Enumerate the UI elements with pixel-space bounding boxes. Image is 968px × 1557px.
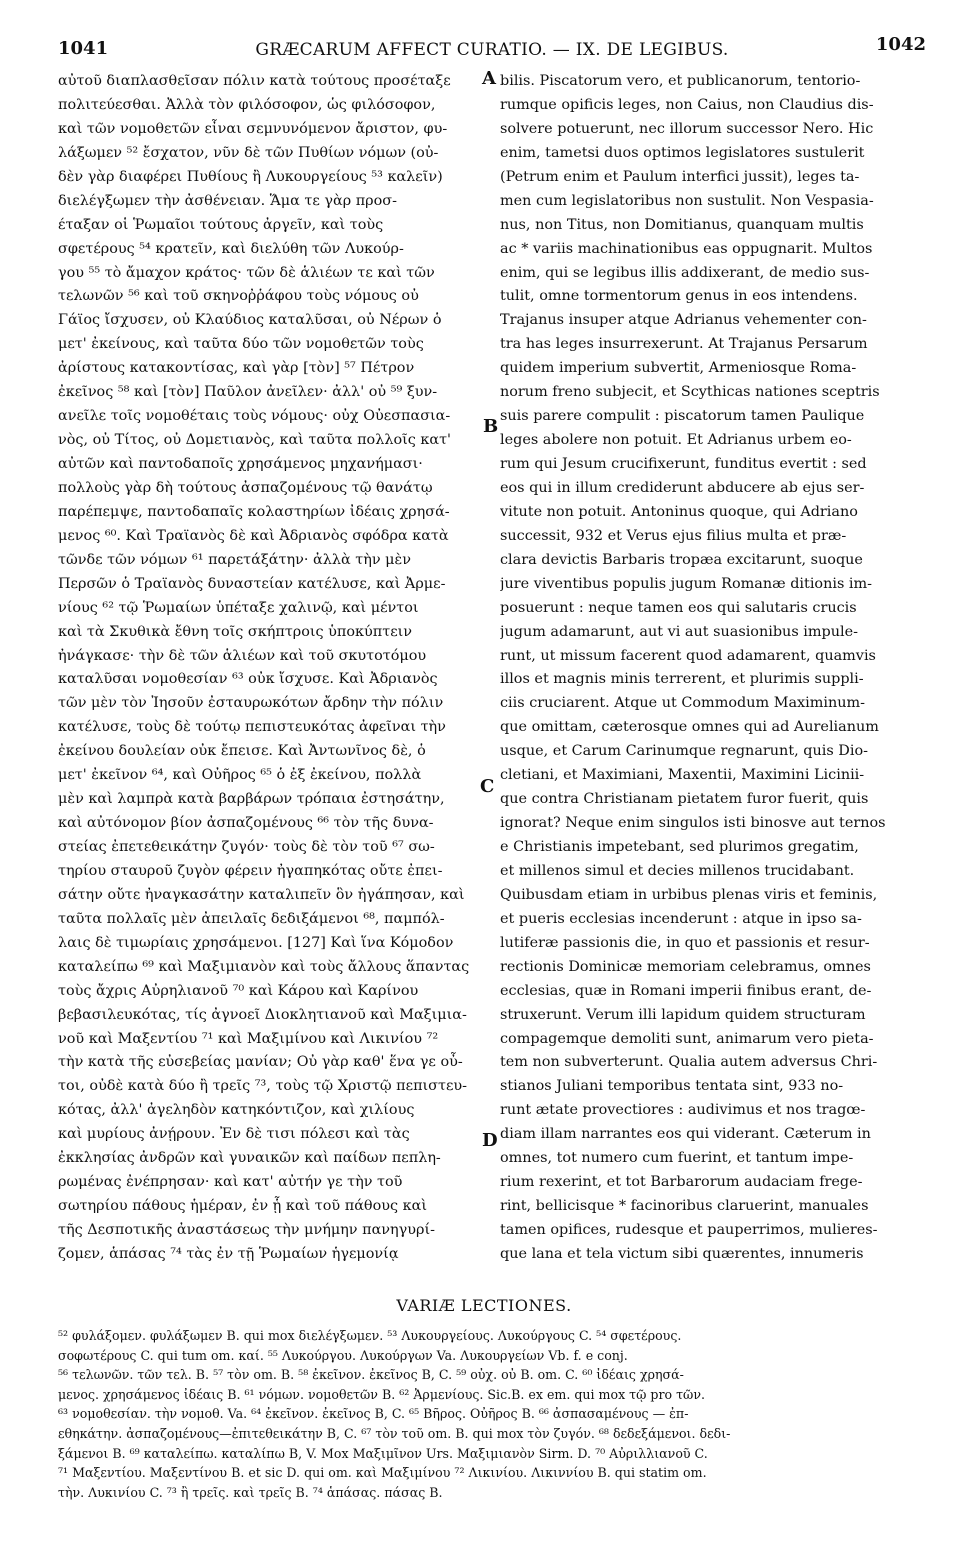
latin-text-line: rum qui Jesum crucifixerunt, funditus evertit : sed bbox=[500, 456, 867, 472]
latin-text-line: nus, non Titus, non Domitianus, quanquam multis bbox=[500, 216, 864, 233]
latin-text-line: e Christianis impetebant, sed plurimos gregatim, bbox=[500, 839, 859, 855]
latin-text-line: rectionis Dominicæ memoriam celebramus, omnes bbox=[500, 958, 871, 975]
latin-text-line: Quibusdam etiam in urbibus plenas viris et feminis, bbox=[500, 886, 878, 903]
latin-text-line: ciis cruciarent. Atque ut Commodum Maximinum- bbox=[500, 695, 866, 712]
latin-text-line: vitute non potuit. Antoninus quoque, qui Adriano bbox=[500, 503, 858, 520]
greek-text-line: παρέπεμψε, παντοδαπαῖς κολαστηρίων ἰδέαις χρησά- bbox=[58, 503, 450, 520]
greek-text-line: σφετέρους ⁵⁴ κρατεῖν, καὶ διελύθη τῶν Λυκούρ- bbox=[58, 240, 404, 257]
greek-text-line: ἐκεῖνος ⁵⁸ καὶ [τὸν] Παῦλον ἀνεῖλεν· ἀλλ' οὐ ⁵⁹ ξυν- bbox=[58, 384, 438, 401]
greek-text-line: καταλείπω ⁶⁹ καὶ Μαξιμιανὸν καὶ τοὺς ἄλλους ἅπαντας bbox=[58, 958, 470, 975]
section-marker-d: D bbox=[482, 1130, 498, 1151]
latin-text-line: et millenos simul et decies millenos trucidabant. bbox=[500, 862, 855, 879]
variant-reading-line: ⁵⁶ τελωνῶν. τῶν τελ. B. ⁵⁷ τὸν om. B. ⁵⁸ ἐκεῖνον. ἐκεῖνος B, C. ⁵⁹ οὐχ. οὐ B. om. C. ⁶⁰ ἰδέαις χρησά- bbox=[58, 1367, 684, 1383]
latin-text-line: eos qui in illum crediderunt abducere ab ejus ser- bbox=[500, 479, 865, 496]
greek-text-line: τοὺς ἄχρις Αὐρηλιανοῦ ⁷⁰ καὶ Κάρου καὶ Καρίνου bbox=[58, 982, 419, 999]
latin-text-line: Trajanus insuper atque Adrianus vehementer con- bbox=[500, 312, 867, 329]
latin-text-line: bilis. Piscatorum vero, et publicanorum, tentorio- bbox=[500, 73, 861, 89]
greek-column bbox=[58, 70, 482, 1267]
latin-text-line: que omittam, cæterosque omnes qui ad Aurelianum bbox=[500, 719, 879, 736]
variant-reading-line: σοφωτέρους C. qui tum om. καί. ⁵⁵ Λυκούργου. Λυκούργων Va. Λυκουργείων Vb. f. e conj. bbox=[58, 1347, 628, 1363]
latin-text-line: que lana et tela victum sibi quærentes, innumeris bbox=[500, 1245, 864, 1262]
latin-text-line: leges abolere non potuit. Et Adrianus urbem eo- bbox=[500, 432, 852, 449]
greek-text-line: ανεῖλε τοῖς νομοθέταις τοὺς νόμους· οὐχ Οὐεσπασια- bbox=[58, 408, 451, 425]
latin-text-line: rint, bellicisque * facinoribus claruerint, manuales bbox=[500, 1198, 869, 1215]
greek-text-line: τελωνῶν ⁵⁶ καὶ τοῦ σκηνοῤῥάφου τοὺς νόμους οὐ bbox=[58, 288, 419, 305]
greek-text-line: καὶ αὐτόνομον βίον ἀσπαζομένους ⁶⁶ τὸν τῆς δυνα- bbox=[58, 815, 434, 832]
greek-text-line: μετ' ἐκείνους, καὶ ταῦτα δύο τῶν νομοθετῶν τοὺς bbox=[58, 336, 424, 353]
latin-text-line: usque, et Carum Carinumque regnarunt, quis Dio- bbox=[500, 743, 868, 760]
latin-text-line: rium rexerint, et tot Barbarorum audaciam frege- bbox=[500, 1174, 863, 1191]
greek-text-line: σάτην οὔτε ἠναγκασάτην καταλιπεῖν ὃν ἠγάπησαν, καὶ bbox=[58, 886, 465, 903]
latin-text-line: jure viventibus populis jugum Romanæ ditionis im- bbox=[500, 575, 873, 592]
variant-reading-line: τὴν. Λυκινίου C. ⁷³ ἢ τρεῖς. καὶ τρεῖς B. ⁷⁴ ἁπάσας. πάσας B. bbox=[58, 1484, 443, 1500]
greek-text-line: στείας ἐπετεθεικάτην ζυγόν· τοὺς δὲ τὸν τοῦ ⁶⁷ σω- bbox=[58, 839, 435, 855]
greek-text-line: γου ⁵⁵ τὸ ἄμαχον κράτος· τῶν δὲ ἁλιέων τε καὶ τῶν bbox=[58, 264, 435, 281]
latin-text-line: stianos Juliani temporibus tentata sint, 933 no- bbox=[500, 1078, 844, 1095]
latin-text-line: (Petrum enim et Paulum interfici jussit), leges ta- bbox=[500, 168, 860, 185]
variant-reading-line: μενος. χρησάμενος ἰδέαις B. ⁶¹ νόμων. νομοθετῶν B. ⁶² Ἀρμενίους. Sic.B. ex em. qui mox τῷ pro τῶν. bbox=[58, 1386, 705, 1402]
greek-text-line: καὶ μυρίους ἀνῄρουν. Ἐν δὲ τισι πόλεσι καὶ τὰς bbox=[58, 1126, 410, 1143]
latin-text-line: que contra Christianam pietatem furor fuerit, quis bbox=[500, 791, 869, 808]
latin-text-line: illos et magnis minis terrerent, et plurimis suppli- bbox=[500, 671, 864, 688]
latin-text-line: posuerunt : neque tamen eos qui salutaris crucis bbox=[500, 599, 857, 616]
page-number-right: 1042 bbox=[875, 34, 926, 55]
latin-text-line: compagemque demoliti sunt, animarum vero pieta- bbox=[500, 1030, 874, 1047]
variae-lectiones bbox=[58, 1326, 926, 1502]
variant-reading-line: ⁷¹ Μαξεντίου. Μαξεντίνου B. et sic D. qui om. καὶ Μαξιμίνου ⁷² Λικινίου. Λικιννίου B. qui statim om. bbox=[58, 1465, 707, 1481]
greek-text-line: σωτηρίου πάθους ἡμέραν, ἐν ᾗ καὶ τοῦ πάθους καὶ bbox=[58, 1198, 427, 1215]
variant-reading-line: ⁶³ νομοθεσίαν. τὴν νομοθ. Va. ⁶⁴ ἐκεῖνον. ἐκεῖνος B, C. ⁶⁵ Βῆρος. Οὐῆρος B. ⁶⁶ ἀσπασαμένους — ἐπ- bbox=[58, 1406, 689, 1422]
section-marker-b: B bbox=[483, 416, 499, 437]
variae-lectiones-title: VARIÆ LECTIONES. bbox=[396, 1296, 572, 1315]
latin-text-line: suis parere compulit : piscatorum tamen Paulique bbox=[500, 408, 865, 425]
greek-text-line: βεβασιλευκότας, τίς ἀγνοεῖ Διοκλητιανοῦ καὶ Μαξιμια- bbox=[58, 1006, 467, 1023]
greek-text-line: λαις δὲ τιμωρίαις χρησάμενοι. [127] Καὶ ἵνα Κόμοδον bbox=[58, 934, 454, 951]
latin-text-line: enim, qui se legibus illis addixerant, de medio sus- bbox=[500, 264, 870, 281]
greek-text-line: ταῦτα πολλαῖς μὲν ἀπειλαῖς δεδιξάμενοι ⁶⁸, παμπόλ- bbox=[58, 910, 445, 927]
greek-text-line: τὴν κατὰ τῆς εὐσεβείας μανίαν; Οὐ γὰρ καθ' ἕνα γε οὖ- bbox=[58, 1054, 463, 1071]
variant-reading-line: ⁵² φυλάξομεν. φυλάξωμεν B. qui mox διελέγξωμεν. ⁵³ Λυκουργείους. Λυκούργους C. ⁵⁴ σφετέρους. bbox=[58, 1328, 682, 1343]
latin-text-line: cletiani, et Maximiani, Maxentii, Maximini Licinii- bbox=[500, 767, 865, 784]
greek-text-line: καταλῦσαι νομοθεσίαν ⁶³ οὐκ ἴσχυσε. Καὶ Ἀδριανὸς bbox=[58, 671, 438, 688]
greek-text-line: κατέλυσε, τοὺς δὲ τούτῳ πεπιστευκότας ἀφεῖναι τὴν bbox=[58, 719, 446, 736]
latin-column bbox=[500, 70, 926, 1267]
greek-text-line: τῶνδε τῶν νόμων ⁶¹ παρετάξάτην· ἀλλὰ τὴν μὲν bbox=[58, 551, 411, 568]
running-title: GRÆCARUM AFFECT CURATIO. — IX. DE LEGIBUS. bbox=[255, 40, 729, 60]
latin-text-line: ecclesias, quæ in Romani imperii finibus erant, de- bbox=[500, 982, 872, 999]
greek-text-line: Γάϊος ἴσχυσεν, οὐ Κλαύδιος καταλῦσαι, οὐ Νέρων ὁ bbox=[58, 312, 442, 329]
greek-text-line: διελέγξωμεν τὴν ἀσθένειαν. Ἅμα τε γὰρ προσ- bbox=[58, 192, 397, 209]
latin-text-line: clara devictis Barbaris tropæa excitarunt, suoque bbox=[500, 551, 863, 568]
latin-text-line: quidem imperium subvertit, Armeniosque Roma- bbox=[500, 360, 857, 377]
section-marker-a: A bbox=[482, 68, 496, 89]
latin-text-line: norum freno subjecit, et Scythicas nationes sceptris bbox=[500, 384, 880, 401]
latin-text-line: omnes, tot numero cum fuerint, et tantum impe- bbox=[500, 1150, 854, 1167]
latin-text-line: et pueris ecclesias incenderunt : atque in ipso sa- bbox=[500, 910, 862, 927]
latin-text-line: jugum adamarunt, aut vi aut suasionibus impule- bbox=[500, 623, 858, 640]
greek-text-line: τηρίου σταυροῦ ζυγὸν φέρειν ἠγαπηκότας οὔτε ἐπει- bbox=[58, 862, 443, 879]
greek-text-line: ἀρίστους κατακοντίσας, καὶ γὰρ [τὸν] ⁵⁷ Πέτρον bbox=[58, 360, 415, 377]
greek-text-line: λάξωμεν ⁵² ἔσχατον, νῦν δὲ τῶν Πυθίων νόμων (οὐ- bbox=[58, 144, 439, 161]
latin-text-line: tem non subverterunt. Qualia autem adversus Chri- bbox=[500, 1054, 878, 1071]
greek-text-line: ἐκκλησίας ἀνδρῶν καὶ γυναικῶν καὶ παίδων πεπλη- bbox=[58, 1150, 441, 1167]
latin-text-line: runt, ut missum facerent quod adamarent, quamvis bbox=[500, 647, 876, 664]
greek-text-line: πολιτεύεσθαι. Ἀλλὰ τὸν φιλόσοφον, ὡς φιλόσοφον, bbox=[58, 96, 436, 113]
section-marker-c: C bbox=[480, 776, 495, 797]
greek-text-line: ἐκείνου δουλείαν οὐκ ἔπεισε. Καὶ Ἀντωνῖνος δὲ, ὁ bbox=[58, 743, 426, 760]
greek-text-line: κότας, ἀλλ' ἀγεληδὸν κατηκόντιζον, καὶ χιλίους bbox=[58, 1102, 415, 1119]
greek-text-line: έταξαν οἱ Ῥωμαῖοι τούτους ἀργεῖν, καὶ τοὺς bbox=[58, 216, 384, 233]
greek-text-line: τοι, οὐδὲ κατὰ δύο ἢ τρεῖς ⁷³, τοὺς τῷ Χριστῷ πεπιστευ- bbox=[58, 1078, 468, 1095]
latin-text-line: solvere potuerunt, nec illorum successor Nero. Hic bbox=[500, 120, 874, 137]
greek-text-line: πολλοὺς γὰρ δὴ τούτους ἀσπαζομένους τῷ θανάτῳ bbox=[58, 479, 433, 496]
variant-reading-line: εθηκάτην. ἀσπαζομένους—ἐπιτεθεικάτην B, C. ⁶⁷ τὸν τοῦ om. B. qui mox τὸν ζυγόν. ⁶⁸ δεδεξάμενοι. δεδι- bbox=[58, 1425, 731, 1441]
latin-text-line: runt ætate provectiores : audivimus et nos tragœ- bbox=[500, 1102, 866, 1119]
greek-text-line: τῆς Δεσποτικῆς ἀναστάσεως τὴν μνήμην πανηγυρί- bbox=[58, 1222, 435, 1238]
latin-text-line: tulit, omne tormentorum genus in eos intendens. bbox=[500, 288, 858, 305]
latin-text-line: ignorat? Neque enim singulos isti binosve aut ternos bbox=[500, 815, 886, 832]
greek-text-line: Περσῶν ὁ Τραϊανὸς δυναστείαν κατέλυσε, καὶ Ἀρμε- bbox=[58, 575, 446, 592]
greek-text-line: μετ' ἐκεῖνον ⁶⁴, καὶ Οὐῆρος ⁶⁵ ὁ ἐξ ἐκείνου, πολλὰ bbox=[58, 767, 422, 784]
greek-text-line: νὸς, οὐ Τίτος, οὐ Δομετιανὸς, καὶ ταῦτα πολλοῖς κατ' bbox=[58, 432, 452, 449]
greek-text-line: αὐτῶν καὶ παντοδαποῖς χρησάμενος μηχανήμασι· bbox=[58, 456, 423, 472]
latin-text-line: ac * variis machinationibus eas oppugnarit. Multos bbox=[500, 240, 873, 257]
latin-text-line: tra has leges insurrexerunt. At Trajanus Persarum bbox=[500, 336, 868, 353]
greek-text-line: ρωμένας ἐνέπρησαν· καὶ κατ' αὐτήν γε τὴν τοῦ bbox=[58, 1174, 403, 1191]
page-header bbox=[58, 30, 926, 64]
latin-text-line: rumque opificis leges, non Caius, non Claudius dis- bbox=[500, 96, 874, 113]
greek-text-line: νοῦ καὶ Μαξεντίου ⁷¹ καὶ Μαξιμίνου καὶ Λικινίου ⁷² bbox=[58, 1030, 439, 1047]
greek-text-line: μενος ⁶⁰. Καὶ Τραϊανὸς δὲ καὶ Ἀδριανὸς σφόδρα κατὰ bbox=[58, 527, 449, 544]
latin-text-line: successit, 932 et Verus ejus filius multa et præ- bbox=[500, 527, 847, 544]
latin-text-line: struxerunt. Verum illi lapidum quidem structuram bbox=[500, 1006, 866, 1023]
greek-text-line: μὲν καὶ λαμπρὰ κατὰ βαρβάρων τρόπαια ἐστησάτην, bbox=[58, 791, 445, 808]
greek-text-line: τῶν μὲν τὸν Ἰησοῦν ἐσταυρωκότων ἄρδην τὴν πόλιν bbox=[58, 695, 444, 712]
greek-text-line: καὶ τὰ Σκυθικὰ ἔθνη τοῖς σκήπτροις ὑποκύπτειν bbox=[58, 623, 413, 640]
latin-text-line: men cum legislatoribus non sustulit. Non Vespasia- bbox=[500, 192, 874, 209]
greek-text-line: νίους ⁶² τῷ Ῥωμαίων ὑπέταξε χαλινῷ, καὶ μέντοι bbox=[58, 599, 419, 616]
greek-text-line: αὐτοῦ διαπλασθεῖσαν πόλιν κατὰ τούτους προσέταξε bbox=[58, 73, 451, 89]
latin-text-line: enim, tametsi duos optimos legislatores sustulerit bbox=[500, 144, 865, 161]
greek-text-line: ζομεν, ἁπάσας ⁷⁴ τὰς ἐν τῇ Ῥωμαίων ἡγεμονίᾳ bbox=[58, 1245, 399, 1262]
latin-text-line: lutiferæ passionis die, in quo et passionis et resur- bbox=[500, 934, 870, 951]
greek-text-line: δὲν γὰρ διαφέρει Πυθίους ἢ Λυκουργείους ⁵³ καλεῖν) bbox=[58, 168, 443, 185]
page-number-left: 1041 bbox=[58, 38, 109, 59]
latin-text-line: tamen opifices, rudesque et pauperrimos, mulieres- bbox=[500, 1222, 878, 1238]
variant-reading-line: ξάμενοι B. ⁶⁹ καταλείπω. καταλίπω B, V. Mox Μαξιμῖνον Urs. Μαξιμιανὸν Sirm. D. ⁷⁰ Αὐριλλιανοῦ C. bbox=[58, 1445, 708, 1461]
greek-text-line: ἠνάγκασε· τὴν δὲ τῶν ἁλιέων καὶ τοῦ σκυτοτόμου bbox=[58, 647, 427, 664]
latin-text-line: diam illam narrantes eos qui viderant. Cæterum in bbox=[500, 1126, 871, 1143]
greek-text-line: καὶ τῶν νομοθετῶν εἶναι σεμνυνόμενον ἄριστον, φυ- bbox=[58, 120, 448, 137]
